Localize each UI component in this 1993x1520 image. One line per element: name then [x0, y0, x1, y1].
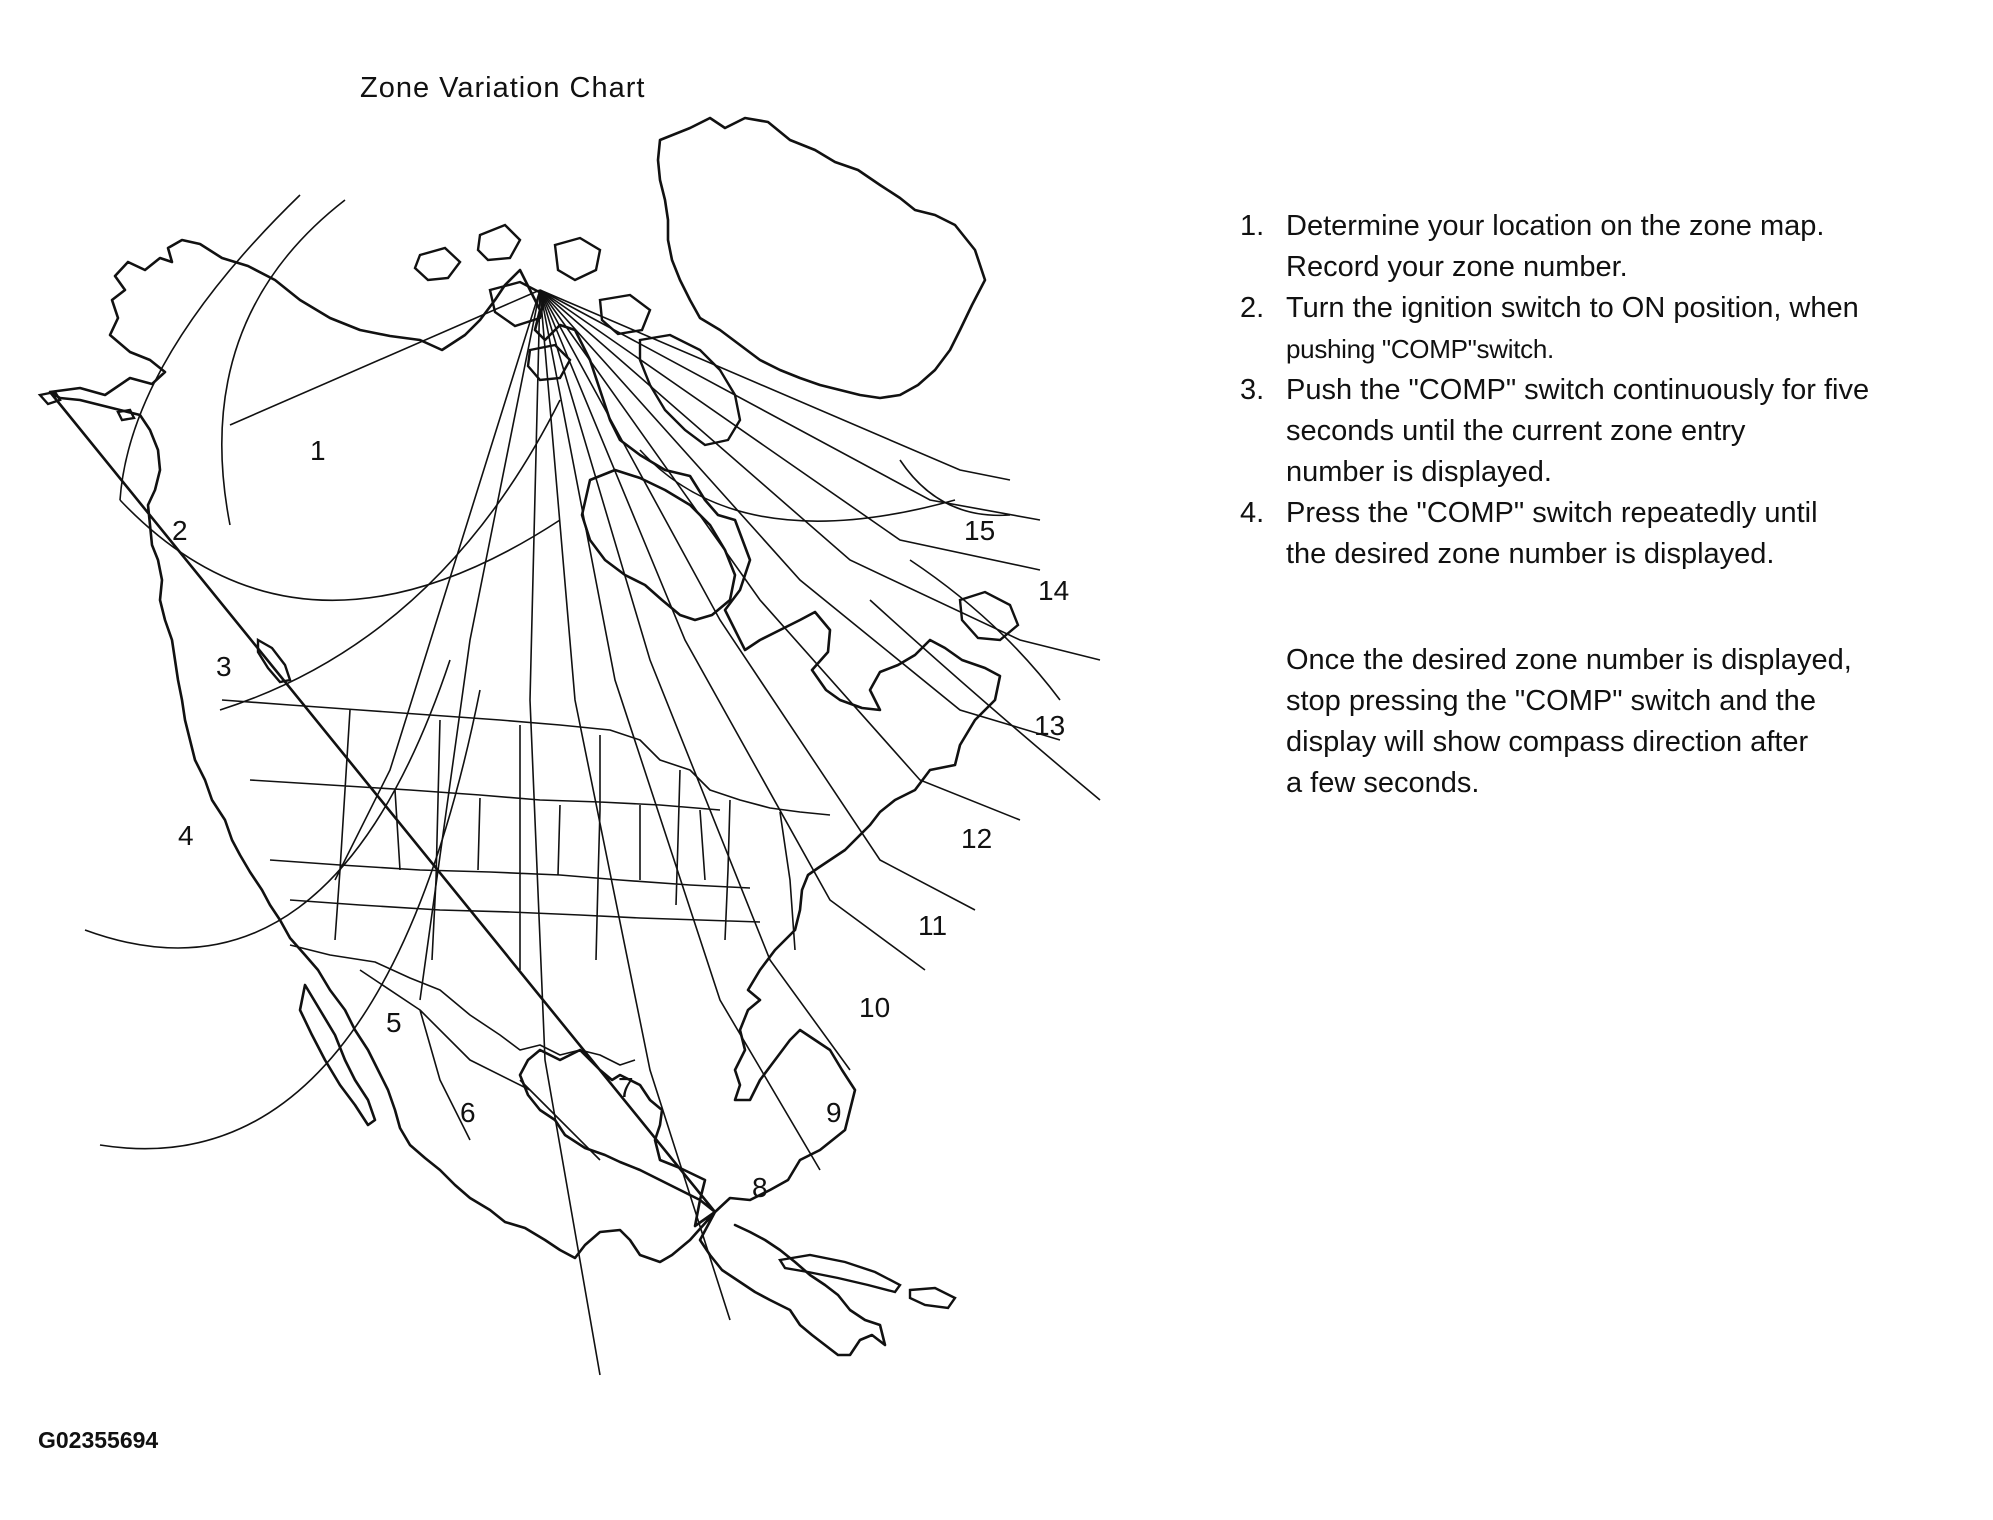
instruction-step-2: [1240, 288, 1980, 370]
zone-lines: [85, 195, 1100, 1375]
zone-ray-3: [420, 290, 540, 1000]
zone-ray-4: [530, 290, 600, 1375]
zone-ray-12: [540, 290, 1100, 660]
zone-label-5: 5: [386, 1007, 402, 1038]
arctic-island-2: [415, 248, 460, 280]
zone-label-1: 1: [310, 435, 326, 466]
arctic-island-3: [555, 238, 600, 280]
landmass-outlines: [40, 118, 1018, 1355]
step-line: Determine your location on the zone map.: [1286, 210, 1825, 242]
note-line: stop pressing the "COMP" switch and the: [1286, 685, 1816, 717]
step-line: Press the "COMP" switch repeatedly until: [1286, 497, 1818, 529]
zone-number-labels: [172, 435, 1069, 1203]
zone-label-2: 2: [172, 515, 188, 546]
zone-label-8: 8: [752, 1172, 768, 1203]
zone-label-13: 13: [1034, 710, 1066, 741]
step-line: number is displayed.: [1286, 456, 1552, 488]
zone-boundary-arc-7: [640, 450, 955, 521]
note-line: a few seconds.: [1286, 767, 1480, 799]
completion-note: [1286, 640, 1986, 804]
chart-title: Zone Variation Chart: [360, 72, 646, 104]
north-america-coastline: [50, 240, 1000, 1355]
arctic-island-1: [478, 225, 520, 260]
zone-label-15: 15: [964, 515, 996, 546]
step-line: pushing "COMP"switch.: [1286, 334, 1554, 364]
zone-ray-7: [540, 290, 850, 1070]
zone-boundary-arc-9: [870, 600, 1100, 800]
step-number: 4.: [1240, 497, 1265, 529]
step-line: Push the "COMP" switch continuously for five: [1286, 374, 1870, 406]
zone-boundary-arc-2: [222, 200, 345, 525]
us-state-lines: [250, 710, 795, 970]
step-number: 2.: [1240, 292, 1265, 324]
figure-id: G02355694: [38, 1427, 159, 1453]
note-line: display will show compass direction after: [1286, 726, 1809, 758]
step-number: 1.: [1240, 210, 1265, 242]
note-line: Once the desired zone number is displayed,: [1286, 644, 1852, 676]
step-line: Turn the ignition switch to ON position, when: [1286, 292, 1859, 324]
arctic-island-5: [600, 295, 650, 334]
arctic-island-6: [528, 345, 570, 380]
zone-label-4: 4: [178, 820, 194, 851]
zone-ray-6: [540, 290, 820, 1170]
zone-label-7: 7: [618, 1072, 634, 1103]
zone-label-12: 12: [961, 823, 993, 854]
step-line: the desired zone number is displayed.: [1286, 538, 1775, 570]
zone-boundary-arc-6: [100, 690, 480, 1149]
hispaniola-outline: [910, 1288, 955, 1308]
instruction-step-1: [1240, 206, 1980, 288]
baja-california-outline: [300, 985, 375, 1125]
zone-label-3: 3: [216, 651, 232, 682]
instruction-list: [1240, 206, 1980, 575]
instruction-step-4: [1240, 493, 1980, 575]
zone-label-11: 11: [918, 910, 948, 941]
zone-ray-5: [540, 290, 730, 1320]
step-number: 3.: [1240, 374, 1265, 406]
vancouver-island: [258, 640, 290, 682]
zone-ray-15: [540, 290, 1010, 480]
zone-boundary-arc-1: [120, 195, 300, 500]
zone-label-14: 14: [1038, 575, 1070, 606]
hudson-bay-outline: [582, 470, 735, 620]
zone-ray-14: [540, 290, 1040, 520]
zone-label-10: 10: [859, 992, 891, 1023]
step-line: Record your zone number.: [1286, 251, 1628, 283]
cuba-outline: [780, 1255, 900, 1292]
zone-ray-1: [230, 290, 540, 425]
step-line: seconds until the current zone entry: [1286, 415, 1746, 447]
zone-label-9: 9: [826, 1097, 842, 1128]
zone-label-6: 6: [460, 1097, 476, 1128]
instruction-step-3: [1240, 370, 1980, 493]
